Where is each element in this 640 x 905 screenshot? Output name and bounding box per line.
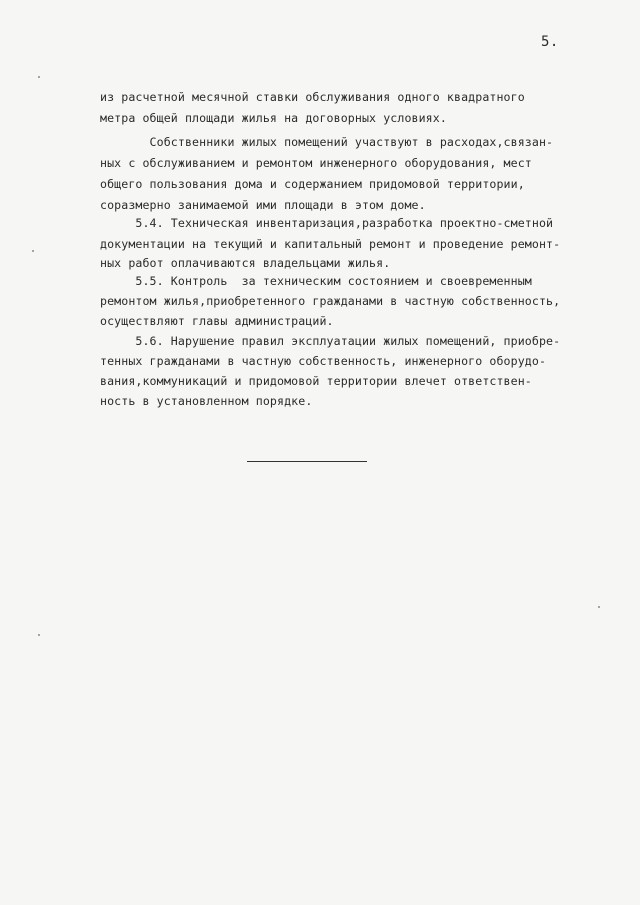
text-line: вания,коммуникаций и придомовой территории влечет ответствен- <box>100 374 532 388</box>
text-line: 5.4. Техническая инвентаризация,разработка проектно-сметной <box>100 216 554 230</box>
text-line: ных с обслуживанием и ремонтом инженерного оборудования, мест <box>100 156 532 170</box>
page-number: 5. <box>541 34 559 50</box>
text-line: ных работ оплачиваются владельцами жилья. <box>100 256 391 270</box>
text-line: осуществляют главы администраций. <box>100 314 334 328</box>
text-line: 5.6. Нарушение правил эксплуатации жилых помещений, приобре- <box>100 334 561 348</box>
closing-rule <box>247 461 367 462</box>
text-line: ремонтом жилья,приобретенного гражданами в частную собственность, <box>100 294 561 308</box>
text-line: соразмерно занимаемой ими площади в этом доме. <box>100 198 426 212</box>
scan-speck <box>32 250 34 252</box>
text-line: ность в установленном порядке. <box>100 394 313 408</box>
text-line: из расчетной месячной ставки обслуживания одного квадратного <box>100 90 525 104</box>
text-line: 5.5. Контроль за техническим состоянием и своевременным <box>100 274 532 288</box>
text-line: метра общей площади жилья на договорных условиях. <box>100 111 447 125</box>
scan-speck <box>38 76 40 78</box>
scan-speck <box>598 606 600 608</box>
text-line: Собственники жилых помещений участвуют в расходах,связан- <box>100 135 554 149</box>
text-line: документации на текущий и капитальный ремонт и проведение ремонт- <box>100 237 561 251</box>
scan-speck <box>38 634 40 636</box>
text-line: тенных гражданами в частную собственность, инженерного оборудо- <box>100 354 547 368</box>
text-line: общего пользования дома и содержанием придомовой территории, <box>100 177 525 191</box>
